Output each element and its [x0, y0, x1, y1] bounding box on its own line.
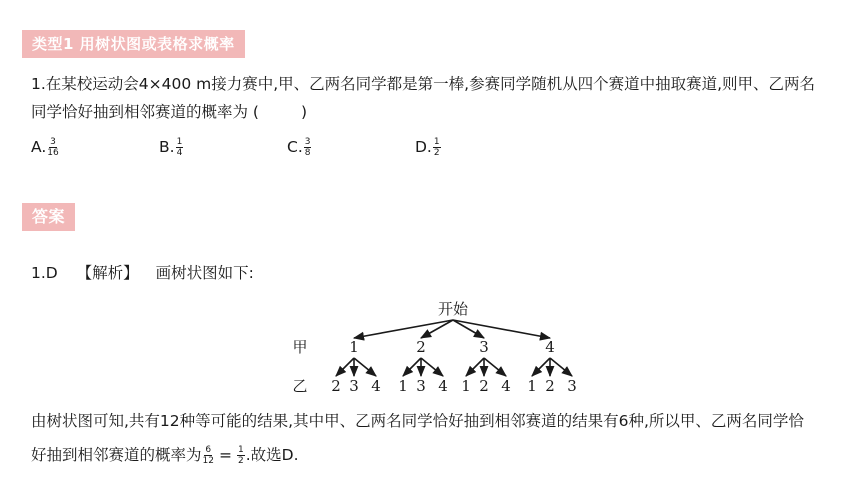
- question-line-1: 1.在某校运动会4×400 m接力赛中,甲、乙两名同学都是第一棒,参赛同学随机从四个赛道中抽取赛道,则甲、乙两名: [31, 75, 816, 93]
- tree-branch-2-1: [403, 358, 421, 376]
- solution-line-2: [31, 444, 299, 466]
- option-c-fraction: $\frac{3}{8}$: [304, 137, 311, 158]
- section-tag: 类型1 用树状图或表格求概率: [22, 30, 245, 58]
- solution-conclusion: .故选D.: [245, 446, 299, 464]
- tree-node-yi-2-3: 3: [416, 377, 426, 395]
- solution-intro: 画树状图如下:: [155, 264, 254, 282]
- tree-branch-2-4: [421, 358, 443, 376]
- option-d-fraction: $\frac{1}{2}$: [433, 137, 440, 158]
- option-a-fraction: $\frac{3}{16}$: [47, 137, 59, 158]
- tree-node-jia-4: 4: [545, 338, 555, 356]
- solution-answer: 1.D: [31, 264, 58, 282]
- question-line-2: [31, 101, 307, 123]
- tree-branch-4-3: [550, 358, 572, 376]
- answer-tag: 答案: [22, 203, 75, 231]
- question-close-paren: ): [300, 103, 308, 121]
- tree-node-jia-1: 1: [349, 338, 359, 356]
- option-c[interactable]: [287, 137, 312, 158]
- tree-node-yi-3-2: 2: [479, 377, 489, 395]
- solution-line-1: 由树状图可知,共有12种等可能的结果,其中甲、乙两名同学恰好抽到相邻赛道的结果有6种,所以甲、乙两名同学恰: [31, 412, 804, 430]
- question-line-2-text: 同学恰好抽到相邻赛道的概率为 (: [31, 103, 259, 121]
- tree-node-jia-3: 3: [479, 338, 489, 356]
- solution-heading: [31, 262, 254, 284]
- option-b-label: B.: [159, 138, 175, 156]
- option-a[interactable]: [31, 137, 60, 158]
- solution-fraction-1: $\frac{6}{12}$: [202, 445, 214, 466]
- solution-bracket: 【解析】: [76, 264, 139, 282]
- solution-fraction-2: $\frac{1}{2}$: [237, 445, 244, 466]
- tree-diagram: [0, 290, 860, 410]
- tree-node-yi-1-4: 4: [371, 377, 381, 395]
- option-c-label: C.: [287, 138, 303, 156]
- tree-node-yi-3-4: 4: [501, 377, 511, 395]
- tree-node-yi-1-2: 2: [331, 377, 341, 395]
- tree-branch-1-4: [354, 358, 376, 376]
- tree-node-yi-2-4: 4: [438, 377, 448, 395]
- tree-branch-3-4: [484, 358, 506, 376]
- option-d[interactable]: [415, 137, 442, 158]
- tree-node-yi-4-2: 2: [545, 377, 555, 395]
- option-a-label: A.: [31, 138, 47, 156]
- tree-branch-4-1: [532, 358, 550, 376]
- tree-node-yi-2-1: 1: [398, 377, 408, 395]
- tree-node-yi-3-1: 1: [461, 377, 471, 395]
- tree-level2-label: 乙: [292, 377, 308, 395]
- equals-sign: =: [218, 446, 232, 464]
- tree-branch-1-2: [336, 358, 354, 376]
- option-b[interactable]: [159, 137, 184, 158]
- tree-branch-3-1: [466, 358, 484, 376]
- tree-root: 开始: [437, 300, 469, 318]
- tree-node-jia-2: 2: [416, 338, 426, 356]
- tree-node-yi-4-3: 3: [567, 377, 577, 395]
- option-b-fraction: $\frac{1}{4}$: [176, 137, 183, 158]
- tree-level1-label: 甲: [292, 338, 308, 356]
- solution-line-2-text: 好抽到相邻赛道的概率为: [31, 446, 202, 464]
- tree-node-yi-4-1: 1: [527, 377, 537, 395]
- option-d-label: D.: [415, 138, 432, 156]
- tree-node-yi-1-3: 3: [349, 377, 359, 395]
